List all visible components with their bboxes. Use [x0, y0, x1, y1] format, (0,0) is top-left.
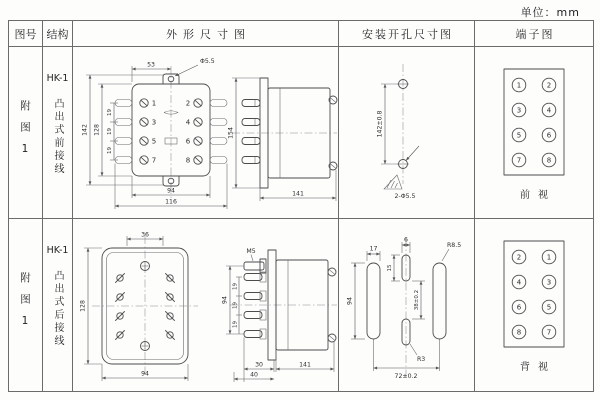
terminal-no-8: 8	[185, 156, 190, 164]
terminal-no-5: 5	[151, 137, 156, 145]
row1-install-cell	[339, 47, 475, 219]
rear-side-view	[221, 248, 337, 382]
term-l1: 1	[516, 81, 522, 89]
row2-fig-no: 附图1	[19, 272, 31, 338]
dim-hole-spacing: 142±0.8	[376, 110, 384, 137]
dim-rear-pitch-3: 19	[232, 321, 238, 328]
terminal-no-7: 7	[151, 156, 156, 164]
terminal-no-1: 1	[151, 99, 156, 107]
install-holes-rear-wiring	[339, 225, 474, 385]
dim-center-slot-length: 15	[387, 264, 393, 272]
dim-center-spacing: 38±0.2	[414, 289, 420, 311]
row2-fig-no-cell	[9, 219, 43, 391]
dim-width-outer: 116	[164, 198, 177, 205]
dim-rear-pitch-2: 19	[232, 302, 238, 309]
dim-pitch-1: 19	[106, 108, 113, 116]
dim-corner-radius: R8.5	[447, 242, 462, 249]
term-l2: 4	[516, 278, 522, 287]
dim-top-width: 53	[146, 61, 155, 68]
term-l2: 3	[516, 106, 522, 114]
term-l1: 2	[516, 253, 522, 262]
dim-slot-height: 94	[346, 297, 354, 305]
row2-structure-cell	[43, 219, 73, 391]
term-r2: 4	[546, 106, 552, 114]
header-install-dims: 安装开孔尺寸图	[339, 21, 475, 47]
row2-outline-cell	[73, 219, 339, 391]
row1-fig-no: 附图1	[19, 99, 31, 166]
terminal-circles	[512, 250, 556, 339]
dim-side-height: 154	[227, 126, 234, 139]
row1-structure: 凸出式前接线	[52, 98, 63, 176]
dim-pitch-3: 19	[106, 146, 113, 154]
row2-terminal-cell	[475, 219, 593, 391]
row1-structure-cell	[43, 47, 73, 219]
dim-side-depth: 141	[291, 190, 304, 197]
dim-center-slot-width: 6	[404, 236, 408, 244]
header-outline-dims: 外形尺寸图	[73, 21, 339, 47]
row1-outline-cell	[73, 47, 339, 219]
header-structure: 结构	[43, 21, 73, 47]
dim-stud-label: M5	[245, 248, 256, 255]
dim-pitch-2: 19	[106, 127, 113, 135]
view-label-rear: 背视	[520, 362, 556, 373]
term-r3: 6	[546, 131, 552, 139]
outline-drawing-front-wiring	[74, 48, 338, 218]
dim-depth-b: 40	[249, 371, 258, 379]
front-view	[81, 58, 227, 209]
dim-height-outer: 142	[81, 123, 88, 136]
term-l3: 5	[516, 131, 522, 139]
dim-rear-height: 128	[79, 300, 86, 312]
term-r4: 7	[546, 328, 552, 337]
header-fig-no: 图号	[9, 21, 43, 47]
dim-rear-pitch-1: 19	[232, 283, 238, 290]
dimension-table	[8, 20, 594, 392]
terminal-no-2: 2	[185, 99, 190, 107]
dim-holes-label: 2-Φ5.5	[394, 192, 416, 200]
row2-model: HK-1	[46, 245, 69, 256]
unit-label: 单位：mm	[520, 6, 580, 19]
term-l4: 8	[516, 328, 522, 337]
dim-rear-side-depth: 141	[298, 361, 311, 369]
terminal-circles	[512, 78, 556, 167]
term-r2: 3	[546, 278, 552, 287]
terminal-no-6: 6	[185, 137, 190, 145]
dim-rear-side-height: 94	[221, 296, 228, 304]
term-r1: 1	[546, 253, 552, 262]
dim-rear-top-width: 36	[140, 231, 149, 239]
dim-width-inner: 94	[166, 187, 175, 194]
terminal-diagram-rear	[488, 237, 580, 353]
terminal-no-4: 4	[185, 118, 190, 126]
terminal-diagram-front	[488, 65, 580, 181]
term-r1: 2	[546, 81, 552, 89]
side-view	[227, 78, 337, 201]
term-r3: 5	[546, 303, 552, 312]
rear-front-view	[79, 232, 198, 382]
view-label-front: 前视	[520, 189, 556, 201]
dim-hole-dia: Φ5.5	[199, 57, 215, 65]
term-l4: 7	[516, 156, 522, 164]
dim-height-inner: 128	[93, 123, 100, 136]
install-holes-front-wiring	[339, 52, 474, 214]
dim-horizontal-spacing: 72±0.2	[394, 373, 418, 380]
outline-drawing-rear-wiring	[74, 220, 338, 390]
dim-depth-a: 30	[254, 361, 263, 369]
row2-install-cell	[339, 219, 475, 391]
dim-rear-width: 94	[140, 370, 149, 378]
row1-model: HK-1	[46, 73, 69, 84]
terminal-no-3: 3	[151, 118, 156, 126]
term-l3: 6	[516, 303, 522, 312]
header-terminal-diagram: 端子图	[475, 21, 593, 47]
row2-structure: 凸出式后接线	[52, 270, 63, 348]
term-r4: 8	[546, 156, 552, 164]
row1-terminal-cell	[475, 47, 593, 219]
row1-fig-no-cell	[9, 47, 43, 219]
dim-slot-width: 17	[369, 245, 378, 253]
dim-center-radius: R3	[417, 356, 426, 363]
